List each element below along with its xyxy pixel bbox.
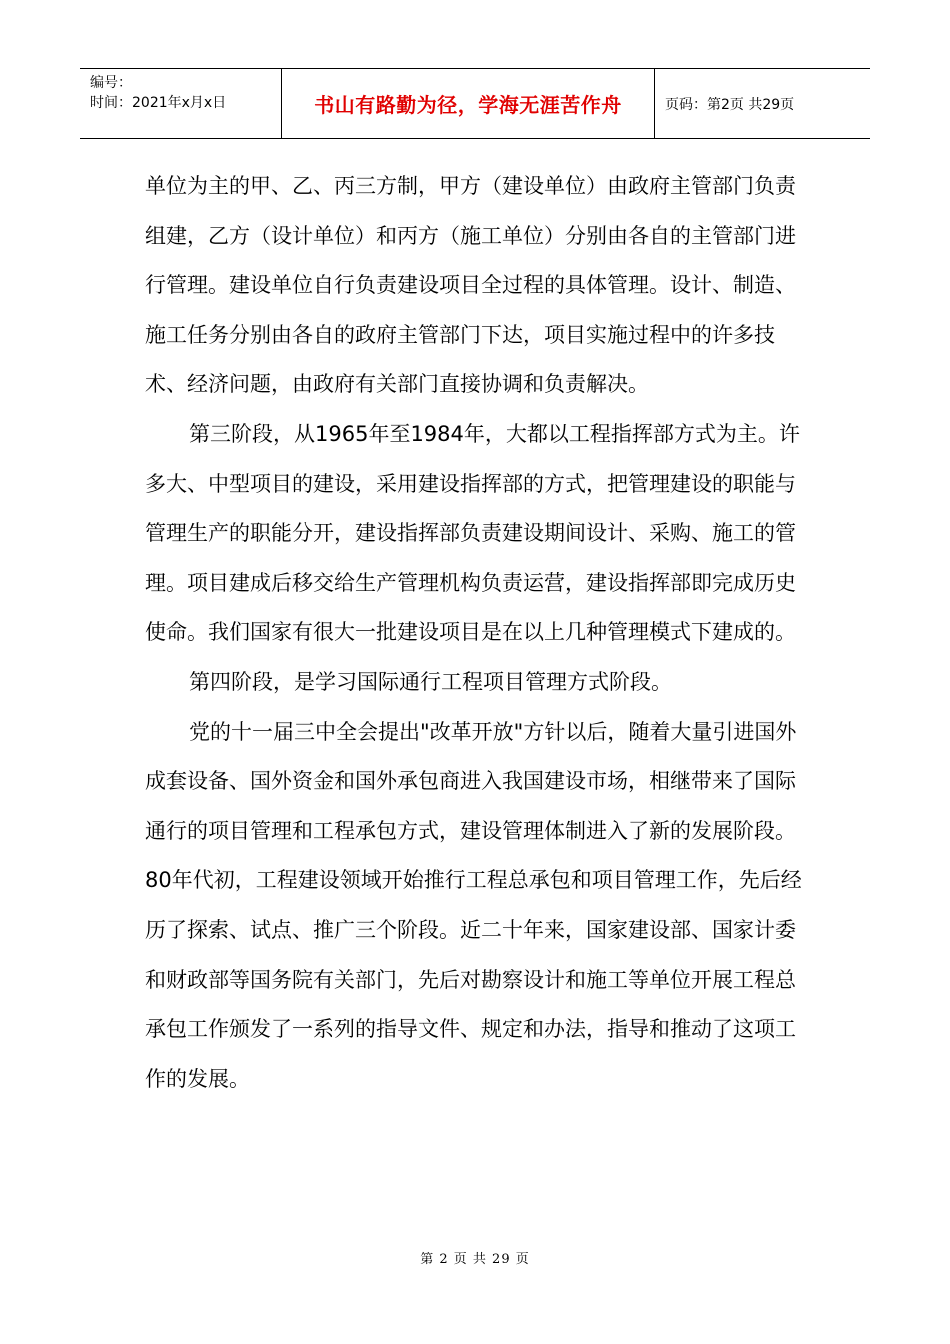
page-header (80, 68, 870, 139)
header-page-cell (655, 69, 870, 138)
header-motto-cell (282, 69, 655, 138)
number-label: 编号： (90, 75, 132, 91)
document-body (145, 162, 815, 1104)
date-label: 时间：2021年x月x日 (90, 95, 227, 111)
footer-page-number: 第 2 页 共 29 页 (420, 1252, 530, 1267)
paragraph-continued: 单位为主的甲、乙、丙三方制，甲方（建设单位）由政府主管部门负责组建，乙方（设计单位）和丙方（施工单位）分别由各自的主管部门进行管理。建设单位自行负责建设项目全过程的具体管理。设计、制造、施工任务分别由各自的政府主管部门下达，项目实施过程中的许多技术、经济问题，由政府有关部门直接协调和负责解决。 (145, 174, 796, 397)
page-info: 页码：第2页 共29页 (665, 96, 795, 113)
page-footer (0, 1248, 950, 1267)
header-meta-cell (80, 69, 282, 138)
paragraph-reform: 党的十一届三中全会提出"改革开放"方针以后，随着大量引进国外成套设备、国外资金和国外承包商进入我国建设市场，相继带来了国际通行的项目管理和工程承包方式，建设管理体制进入了新的发展阶段。80年代初，工程建设领域开始推行工程总承包和项目管理工作，先后经历了探索、试点、推广三个阶段。近二十年来，国家建设部、国家计委和财政部等国务院有关部门，先后对勘察设计和施工等单位开展工程总承包工作颁发了一系列的指导文件、规定和办法，指导和推动了这项工作的发展。 (145, 719, 802, 1091)
paragraph-stage-three: 第三阶段，从1965年至1984年，大都以工程指挥部方式为主。许多大、中型项目的建设，采用建设指挥部的方式，把管理建设的职能与管理生产的职能分开，建设指挥部负责建设期间设计、采购、施工的管理。项目建成后移交给生产管理机构负责运营，建设指挥部即完成历史使命。我们国家有很大一批建设项目是在以上几种管理模式下建成的。 (145, 421, 800, 645)
motto-text: 书山有路勤为径，学海无涯苦作舟 (314, 93, 622, 117)
paragraph-stage-four: 第四阶段，是学习国际通行工程项目管理方式阶段。 (189, 669, 672, 694)
